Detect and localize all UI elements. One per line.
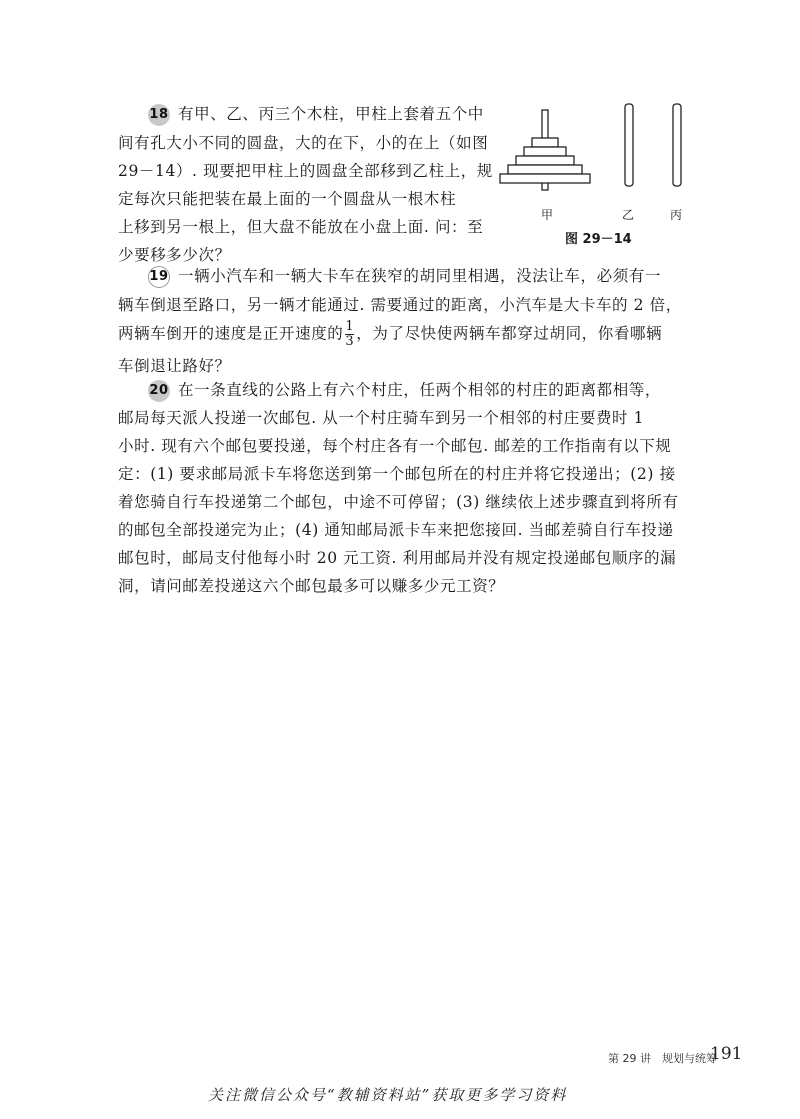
problem-20-number: 20 <box>148 380 170 402</box>
problem-18-line-4: 定每次只能把装在最上面的一个圆盘从一根木柱 <box>118 190 457 208</box>
figure-caption: 图 29－14 <box>565 232 632 247</box>
problem-20-line-4: 定：(1) 要求邮局派卡车将您送到第一个邮包所在的村庄并将它投递出；(2) 接 <box>118 465 676 483</box>
peg-label-a: 甲 <box>541 208 554 222</box>
problem-20-line-5: 着您骑自行车投递第二个邮包，中途不可停留；(3) 继续依上述步骤直到将所有 <box>118 493 679 511</box>
problem-18-number: 18 <box>148 104 170 126</box>
problem-20-line-3: 小时. 现有六个邮包要投递，每个村庄各有一个邮包. 邮差的工作指南有以下规 <box>118 437 672 455</box>
problem-20-line-2: 邮局每天派人投递一次邮包. 从一个村庄骑车到另一个相邻的村庄要费时 1 <box>118 409 645 427</box>
disk-2 <box>524 147 566 156</box>
disk-5 <box>500 174 590 183</box>
watermark-text: 关注微信公众号“教辅资料站”获取更多学习资料 <box>208 1086 568 1104</box>
peg-b <box>625 104 633 186</box>
disk-4 <box>508 165 582 174</box>
problem-19-line-3: 两辆车倒开的速度是正开速度的 $\frac{1}{3}$ ，为了尽快使两辆车都穿过胡同，你看哪辆 <box>118 319 663 349</box>
page-number: 191 <box>710 1044 743 1064</box>
footer-chapter-title: 第 29 讲 规划与统筹 <box>608 1052 717 1065</box>
problem-19-line-4: 车倒退让路好？ <box>118 357 231 375</box>
problem-19-number: 19 <box>148 266 170 288</box>
problem-18-line-2: 间有孔大小不同的圆盘，大的在下，小的在上（如图 <box>118 134 489 152</box>
problem-20-line-1: 20 在一条直线的公路上有六个村庄，任两个相邻的村庄的距离都相等， <box>148 380 661 402</box>
peg-label-b: 乙 <box>622 208 635 222</box>
disk-1 <box>532 138 558 147</box>
problem-20-line-6: 的邮包全部投递完为止；(4) 通知邮局派卡车来把您接回. 当邮差骑自行车投递 <box>118 521 674 539</box>
problem-18-line-6: 少要移多少次？ <box>118 246 231 264</box>
problem-18-line-3: 29－14）. 现要把甲柱上的圆盘全部移到乙柱上，规 <box>118 162 493 180</box>
problem-20-line-8: 洞，请问邮差投递这六个邮包最多可以赚多少元工资？ <box>118 577 505 595</box>
problem-18-line-1: 18 有甲、乙、丙三个木柱，甲柱上套着五个中 <box>148 104 484 126</box>
problem-19-line-2: 辆车倒退至路口，另一辆才能通过. 需要通过的距离，小汽车是大卡车的 2 倍， <box>118 296 682 314</box>
tower-of-hanoi-figure <box>490 98 720 248</box>
problem-18-line-5: 上移到另一根上，但大盘不能放在小盘上面. 问：至 <box>118 218 484 236</box>
problem-20-line-7: 邮包时，邮局支付他每小时 20 元工资. 利用邮局并没有规定投递邮包顺序的漏 <box>118 549 677 567</box>
peg-c <box>673 104 681 186</box>
fraction-one-third: $\frac{1}{3}$ <box>345 319 355 349</box>
disk-3 <box>516 156 574 165</box>
problem-19-line-1: 19 一辆小汽车和一辆大卡车在狭窄的胡同里相遇，没法让车，必须有一 <box>148 266 661 288</box>
peg-label-c: 丙 <box>670 208 683 222</box>
